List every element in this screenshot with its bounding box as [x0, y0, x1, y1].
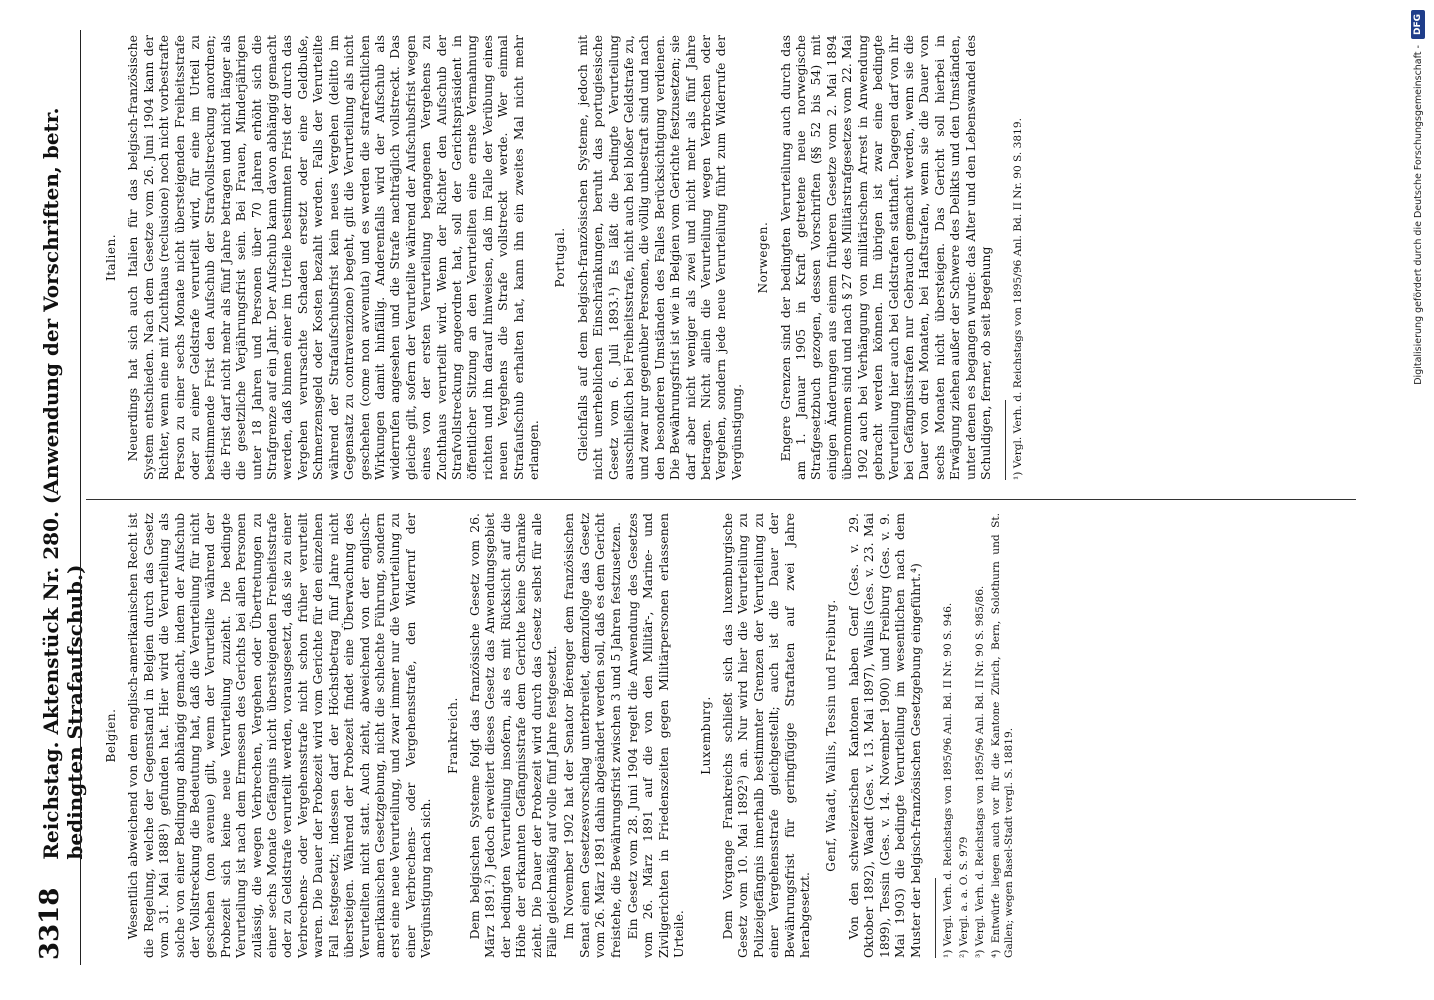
- paragraph-luxemburg: Dem Vorgange Frankreichs schließt sich das luxemburgische Gesetz vom 10. Mai 1892³) an. Nur wird hier die Verurteilung zu Polizeigefängnis innerhalb bestimmter Grenzen der Verurteilung zu einer Vergehensstrafe gleichgestellt; auch ist die Dauer der Bewährungsfrist für geringfügige Straftaten auf zwei Jahre herabgesetzt.: [720, 513, 813, 958]
- section-heading-belgien: Belgien.: [104, 708, 118, 763]
- dfg-logo: DFG: [1411, 10, 1425, 39]
- section-heading-norwegen: Norwegen.: [756, 221, 771, 294]
- paragraph-genf: Von den schweizerischen Kantonen haben Genf (Ges. v. 29. Oktober 1892), Waadt (Ges. v. 13. Mai 1897), Wallis (Ges. v. 23. Mai 1899), Tessin (Ges. v. 14. November 1900) und Freiburg (Ges. v. 9. Mai 1903) die bedingte Verurteilung im wesentlichen nach dem Muster der belgisch-französischen Gesetzgebung eingeführt.⁴): [845, 513, 923, 958]
- column-divider: [86, 499, 1356, 500]
- section-heading-portugal: Portugal.: [553, 227, 568, 288]
- paragraph-portugal: Gleichfalls auf dem belgisch-französischen Systeme, jedoch mit nicht unerheblichen Einschränkungen, beruht das portugiesische Gesetz vom 6. Juli 1893.¹) Es läßt die bedingte Verurteilung ausschließlich bei Freiheitsstrafe, nicht auch bei bloßer Geldstrafe zu, und zwar nur gegenüber Personen, die völlig unbestraft sind und nach den besonderen Umständen des Falles Berücksichtigung verdienen. Die Bewährungsfrist ist wie in Belgien vom Gerichte festzusetzen; sie darf aber nicht weniger als zwei und nicht mehr als fünf Jahre betragen. Nicht allein die Verurteilung wegen Verbrechen oder Vergehen, sondern jede neue Verurteilung führt zum Widerrufe der Vergünstigung.: [574, 35, 744, 480]
- digitization-note-text: Digitalisierung gefördert durch die Deutsche Forschungsgemeinschaft -: [1412, 45, 1424, 385]
- footnote: ¹) Vergl. Verh. d. Reichstags von 1895/96 Anl. Bd. II Nr. 90 S. 946.: [941, 602, 954, 958]
- section-heading-genf: Genf, Waadt, Wallis, Tessin und Freiburg.: [824, 599, 839, 872]
- paragraph-frankreich-2: Im November 1902 hat der Senator Bérenger dem französischen Senat einen Gesetzesvorschlag unterbreitet, demzufolge das Gesetz vom 26. März 1891 dahin abgeändert werden soll, daß es dem Gericht freistehe, die Bewährungsfrist zwischen 3 und 5 Jahren festzusetzen.: [561, 513, 623, 958]
- section-heading-frankreich: Frankreich.: [445, 697, 460, 774]
- footnote: ⁴) Entwürfe liegen auch vor für die Kantone Zürich, Bern, Solothurn und St. Gallen; wegen Basel-Stadt vergl. S. 18819.: [989, 513, 1015, 958]
- page-number: 3318: [35, 887, 65, 960]
- footnote: ³) Vergl. Verh. d. Reichstags von 1895/96 Anl. Bd. II Nr. 90 S. 985/86.: [973, 585, 986, 958]
- paragraph-frankreich-1: Dem belgischen Systeme folgt das französische Gesetz vom 26. März 1891.²) Jedoch erweitert dieses Gesetz das Anwendungsgebiet der bedingten Verurteilung insofern, als es mit Rücksicht auf die Höhe der erkannten Gefängnisstrafe dem Gerichte keine Schranke zieht. Die Dauer der Probezeit wird durch das Gesetz selbst für alle Fälle gleichmäßig auf volle fünf Jahre festgesetzt.: [466, 513, 559, 958]
- digitization-note: [1405, 10, 1431, 990]
- footnote-separator: [935, 878, 936, 958]
- paragraph-frankreich-3: Ein Gesetz vom 28. Juni 1904 regelt die Anwendung des Gesetzes vom 26. März 1891 auf die von den Militär-, Marine- und Zivilgerichten in Friedenszeiten gegen Militärpersonen erlassenen Urteile.: [625, 513, 687, 958]
- paragraph-norwegen: Engere Grenzen sind der bedingten Verurteilung auch durch das am 1. Januar 1905 in Kraft getretene neue norwegische Strafgesetzbuch gezogen, dessen Vorschriften (§§ 52 bis 54) mit einigen Änderungen aus einem früheren Gesetze vom 2. Mai 1894 übernommen sind und nach § 27 des Militärstrafgesetzes vom 22. Mai 1902 auch bei Verhängung von militärischem Arrest in Anwendung gebracht werden können. Im übrigen ist zwar eine bedingte Verurteilung hier auch bei Geldstrafen statthaft. Dagegen darf von ihr bei Gefängnisstrafen nur Gebrauch gemacht werden, wenn sie die Dauer von drei Monaten, bei Haftstrafen, wenn sie die Dauer von sechs Monaten nicht übersteigen. Das Gericht soll hierbei in Erwägung ziehen außer der Schwere des Delikts und den Umständen, unter denen es begangen wurde: das Alter und den Lebenswandel des Schuldigen, ferner, ob seit Begehung: [777, 35, 993, 480]
- section-heading-italien: Italien.: [104, 233, 118, 282]
- section-heading-luxemburg: Luxemburg.: [698, 696, 713, 775]
- paragraph-belgien: Wesentlich abweichend von dem englisch-amerikanischen Recht ist die Regelung, welche der Gegenstand in Belgien durch das Gesetz vom 31. Mai 1888¹) gefunden hat. Hier wird die Verurteilung als solche von einer Bedingung abhängig gemacht, indem der Aufschub der Vollstreckung die Bedeutung hat, daß die Verurteilung für nicht geschehen (non avenue) gilt, wenn der Verurteilte während der Probezeit sich keine neue Verurteilung zuzieht. Die bedingte Verurteilung ist nach dem Ermessen des Gerichts bei allen Personen zulässig, die wegen Verbrechen, Vergehen oder Übertretungen zu einer sechs Monate Gefängnis nicht übersteigenden Freiheitsstrafe oder zu Geldstrafe verurteilt werden, vorausgesetzt, daß sie zu einer Verbrechens- oder Vergehensstrafe nicht schon früher verurteilt waren. Die Dauer der Probezeit wird vom Gerichte für den einzelnen Fall festgesetzt; indessen darf der Höchstbetrag fünf Jahre nicht übersteigen. Während der Probezeit findet eine Überwachung des Verurteilten nicht statt. Auch zieht, abweichend von der englisch-amerikanischen Gesetzgebung, nicht die schlechte Führung, sondern erst eine neue Verurteilung, und zwar immer nur die Verurteilung zu einer Verbrechens- oder Vergehensstrafe, den Widerruf der Vergünstigung nach sich.: [125, 513, 434, 958]
- page-header: [35, 30, 87, 960]
- footnote: ²) Vergl. a. a. O. S. 979: [957, 836, 970, 958]
- footnote: ¹) Vergl. Verh. d. Reichstags von 1895/96 Anl. Bd. II Nr. 90 S. 3819.: [1012, 118, 1025, 480]
- footnote-separator: [1005, 400, 1006, 480]
- paragraph-italien: Neuerdings hat sich auch Italien für das belgisch-französische System entschieden. Nach dem Gesetze vom 26. Juni 1904 kann der Richter, wenn eine mit Zuchthaus (reclusione) noch nicht vorbestrafte Person zu einer sechs Monate nicht übersteigenden Freiheitsstrafe oder zu einer Geldstrafe verurteilt wird, für eine im Urteil zu bestimmende Frist den Aufschub der Strafvollstreckung anordnen; die Frist darf nicht mehr als fünf Jahre betragen und nicht länger als die gesetzliche Verjährungsfrist sein. Bei Frauen, Minderjährigen unter 18 Jahren und Personen über 70 Jahren erhöht sich die Strafgrenze auf ein Jahr. Der Aufschub kann davon abhängig gemacht werden, daß binnen einer im Urteile bestimmten Frist der durch das Vergehen verursachte Schaden ersetzt oder eine Geldbuße, Schmerzensgeld oder Kosten bezahlt werden. Falls der Verurteilte während der Strafaufschubsfrist kein neues Vergehen (delitto im Gegensatz zu contravenzione) begeht, gilt die Verurteilung als nicht geschehen (come non avvenuta) und es werden die strafrechtlichen Wirkungen damit hinfällig. Anderenfalls wird der Aufschub als widerrufen angesehen und die Strafe nachträglich vollstreckt. Das gleiche gilt, sofern der Verurteilte während der Aufschubsfrist wegen eines von der ersten Verurteilung begangenen Vergehens zu Zuchthaus verurteilt wird. Wenn der Richter den Aufschub der Strafvollstreckung angeordnet hat, soll der Gerichtspräsident in öffentlicher Sitzung an den Verurteilten eine ernste Vermahnung richten und ihn darauf hinweisen, daß im Falle der Verübung eines neuen Vergehens die Strafe vollstreckt werde. Wer einmal Strafaufschub erhalten hat, kann ihn ein zweites Mal nicht mehr erlangen.: [125, 35, 541, 480]
- page-title: Reichstag. Aktenstück Nr. 280. (Anwendung der Vorschriften, betr. bedingten Strafaufschub.): [39, 107, 87, 860]
- header-rule: [80, 30, 81, 965]
- left-column: [92, 513, 1019, 958]
- right-column: [92, 35, 1028, 480]
